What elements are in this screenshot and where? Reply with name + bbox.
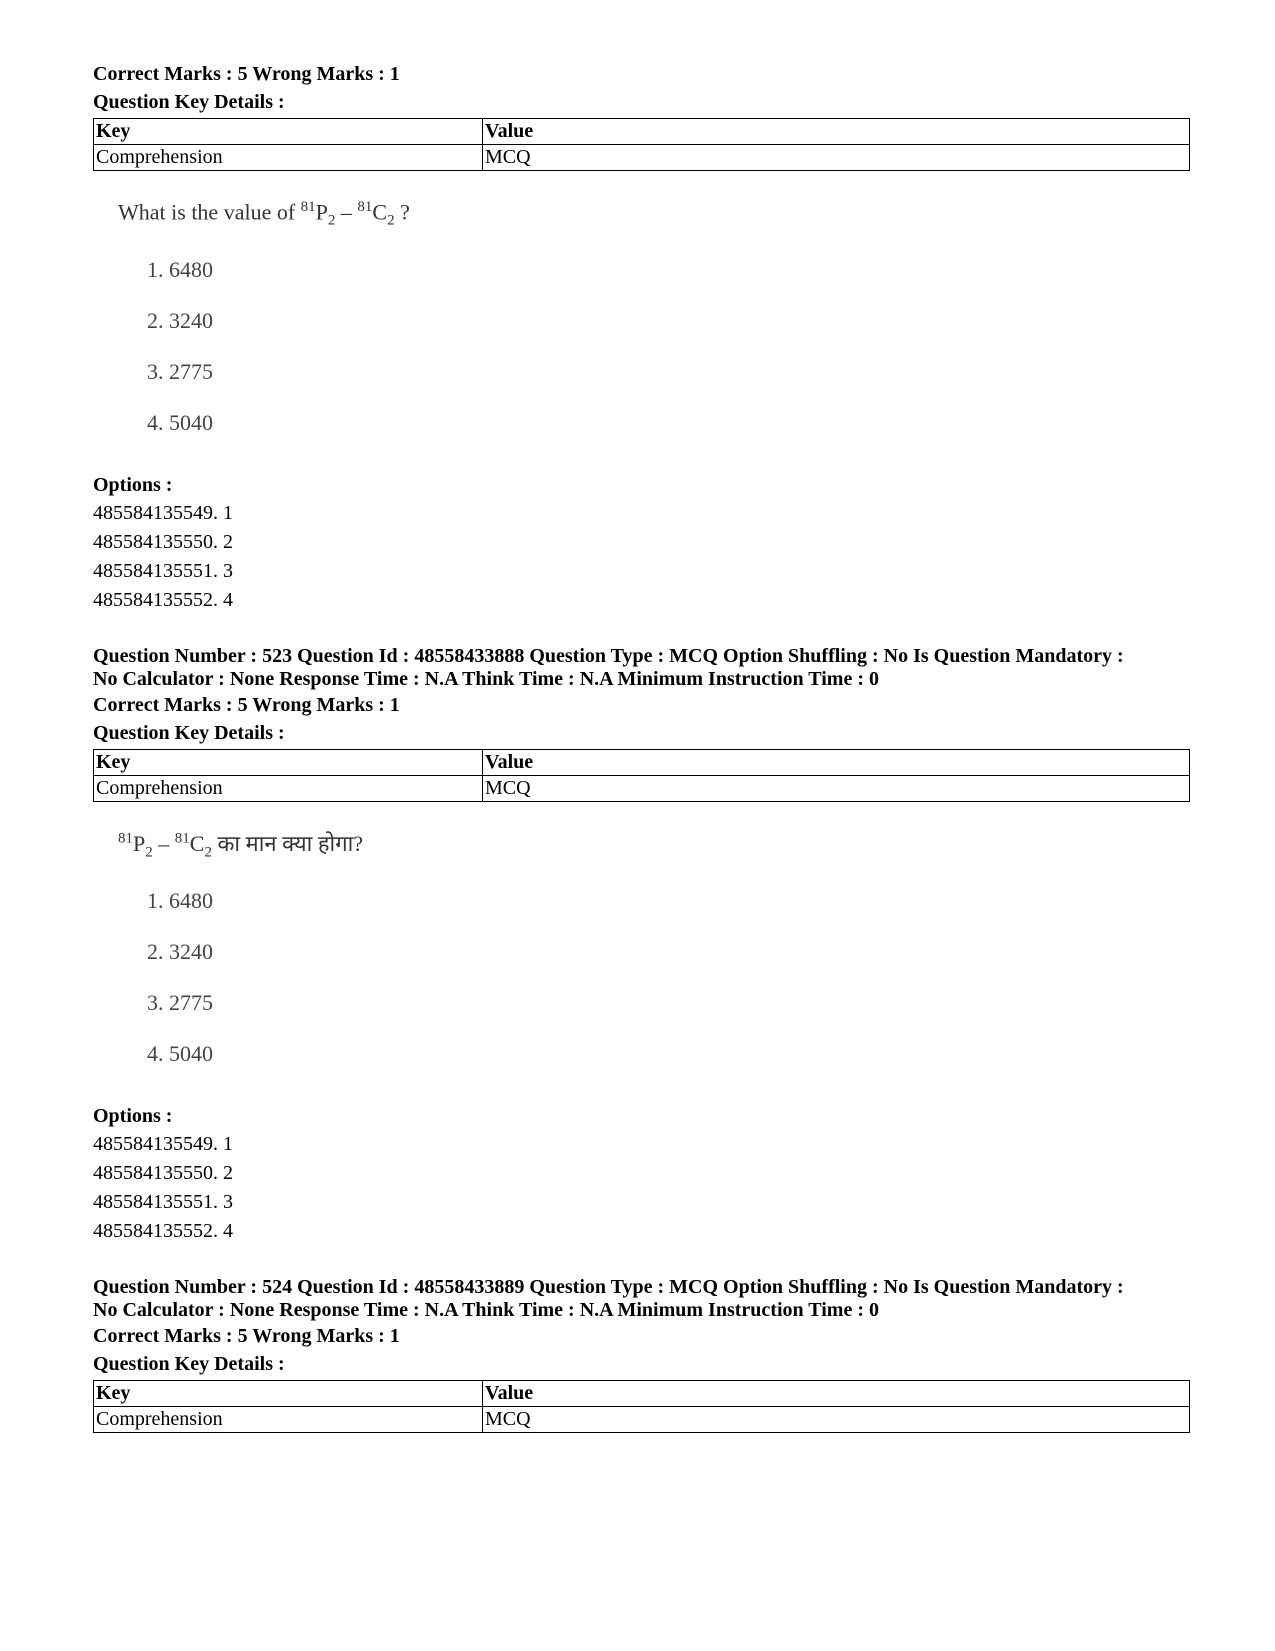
marks-line: Correct Marks : 5 Wrong Marks : 1 (93, 1325, 400, 1347)
table-cell-value: MCQ (483, 776, 1190, 802)
choice-item: 2. 3240 (147, 939, 213, 964)
key-details-label: Question Key Details : (93, 91, 285, 113)
question-meta-line: Question Number : 524 Question Id : 48558433889 Question Type : MCQ Option Shuffling : No Is Question Mandatory : (93, 1276, 1124, 1298)
marks-line: Correct Marks : 5 Wrong Marks : 1 (93, 694, 400, 716)
key-details-label: Question Key Details : (93, 1353, 285, 1375)
question-meta-line: No Calculator : None Response Time : N.A Think Time : N.A Minimum Instruction Time : 0 (93, 668, 879, 690)
question-text: $^{81}P_2 - ^{81}C_2$ का मान क्या होगा? (118, 830, 364, 861)
choice-item: 3. 2775 (147, 990, 213, 1015)
table-header-value: Value (483, 119, 1190, 145)
option-item: 485584135549. 1 (93, 502, 233, 524)
key-details-table (93, 118, 1190, 171)
options-label: Options : (93, 1105, 173, 1127)
option-item: 485584135550. 2 (93, 1162, 233, 1184)
question-image (93, 171, 1190, 471)
table-cell-key: Comprehension (94, 1407, 483, 1433)
document-page (93, 60, 1190, 1433)
choice-item: 1. 6480 (147, 257, 213, 282)
choice-item: 3. 2775 (147, 359, 213, 384)
question-image (93, 802, 1190, 1102)
marks-line: Correct Marks : 5 Wrong Marks : 1 (93, 63, 400, 85)
question-meta-line: Question Number : 523 Question Id : 48558433888 Question Type : MCQ Option Shuffling : No Is Question Mandatory : (93, 645, 1124, 667)
option-item: 485584135551. 3 (93, 560, 233, 582)
choice-item: 1. 6480 (147, 888, 213, 913)
question-text: What is the value of $^{81}P_2 - ^{81}C_2$ ? (118, 199, 410, 229)
choice-item: 2. 3240 (147, 308, 213, 333)
table-cell-value: MCQ (483, 145, 1190, 171)
options-label: Options : (93, 474, 173, 496)
table-header-key: Key (94, 1381, 483, 1407)
option-item: 485584135552. 4 (93, 1220, 233, 1242)
key-details-table (93, 749, 1190, 802)
choice-item: 4. 5040 (147, 1041, 213, 1066)
option-item: 485584135551. 3 (93, 1191, 233, 1213)
option-item: 485584135550. 2 (93, 531, 233, 553)
choice-item: 4. 5040 (147, 410, 213, 435)
table-cell-key: Comprehension (94, 776, 483, 802)
table-cell-key: Comprehension (94, 145, 483, 171)
table-cell-value: MCQ (483, 1407, 1190, 1433)
key-details-table (93, 1380, 1190, 1433)
question-meta-line: No Calculator : None Response Time : N.A Think Time : N.A Minimum Instruction Time : 0 (93, 1299, 879, 1321)
key-details-label: Question Key Details : (93, 722, 285, 744)
table-header-value: Value (483, 750, 1190, 776)
table-header-key: Key (94, 750, 483, 776)
table-header-value: Value (483, 1381, 1190, 1407)
table-header-key: Key (94, 119, 483, 145)
option-item: 485584135549. 1 (93, 1133, 233, 1155)
option-item: 485584135552. 4 (93, 589, 233, 611)
